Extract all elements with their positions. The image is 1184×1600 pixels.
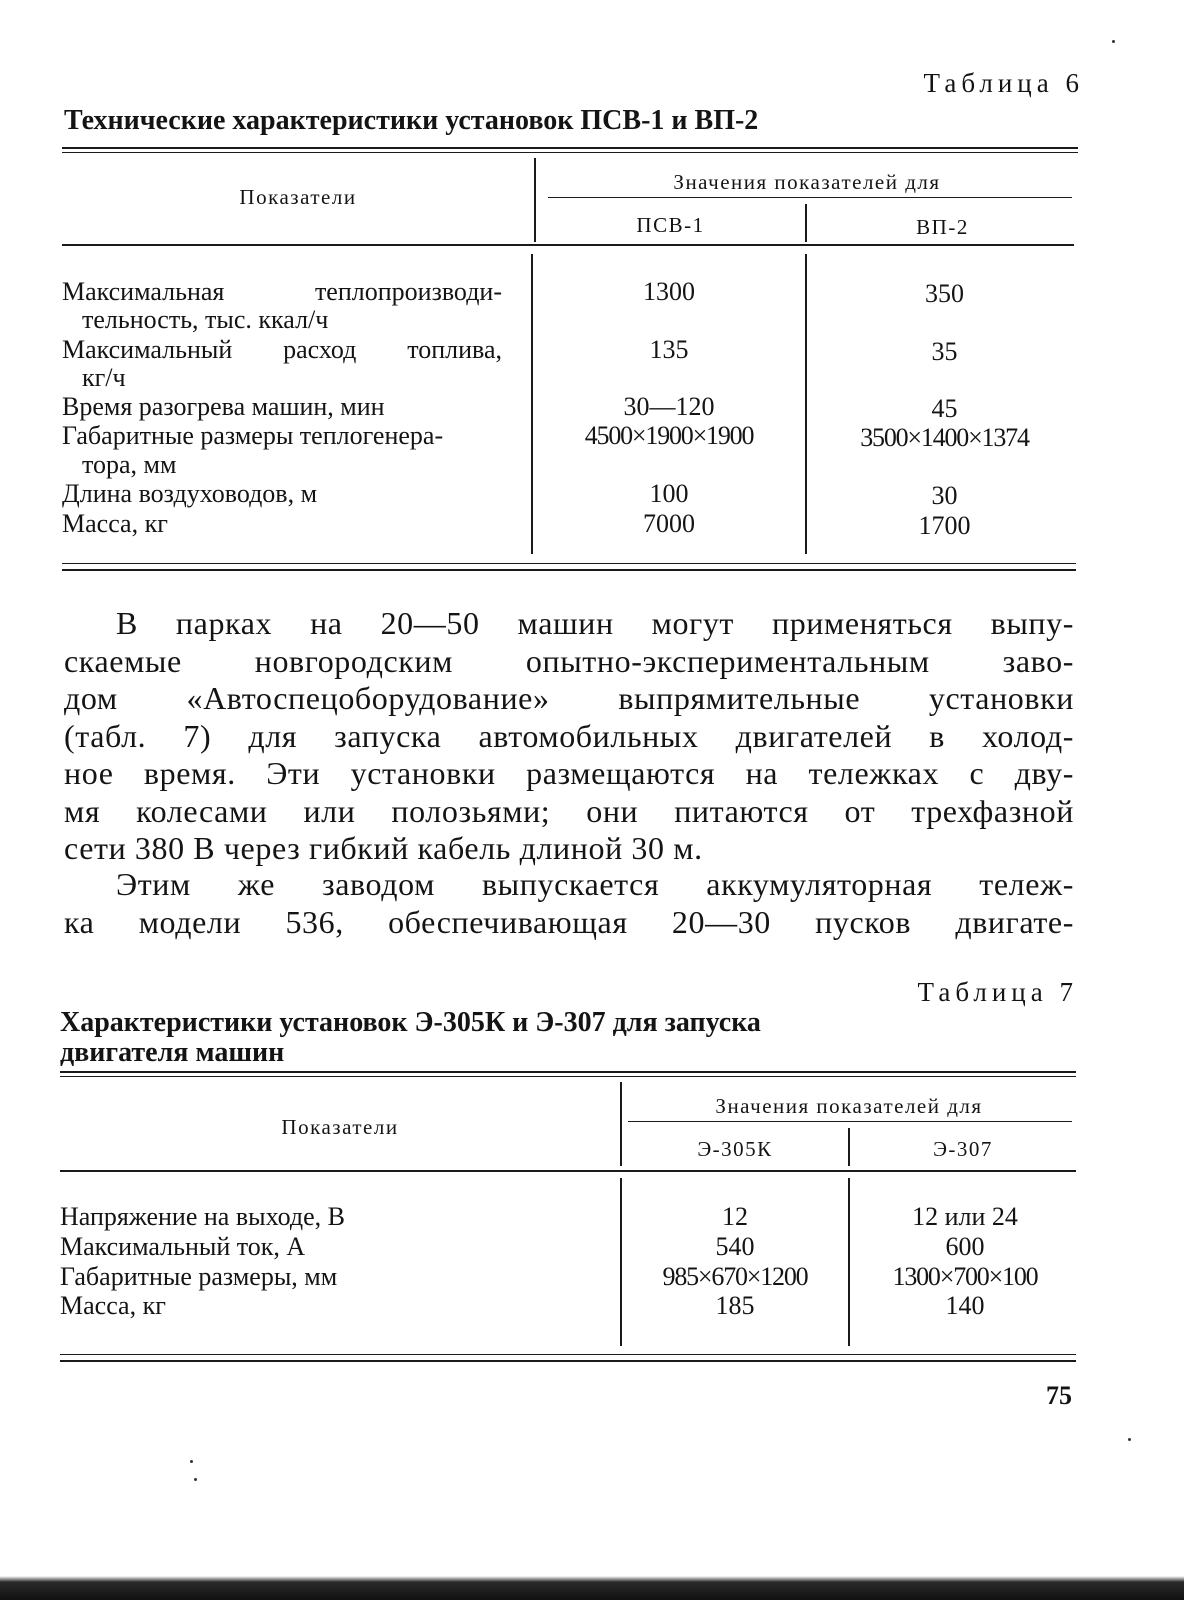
table-cell: 7000 — [643, 509, 695, 538]
table-cell: 1700 — [918, 511, 971, 540]
table-row-label: Максимальный ток, А — [60, 1232, 306, 1261]
scan-speck — [190, 1460, 193, 1463]
body-paragraph-1: В парках на 20—50 машин могут применяться выпу- скаемые новгородским опытно-экспериментальным заво- дом «Автоспецоборудование» выпрямительные установки (табл. 7) для запуска автомобильных двигателей в холод- ное время. Эти установки размещаются на тележках с дву- мя колесами или полозьями; они питаются от трехфазной сети 380 В через гибкий кабель длиной 30 м. — [64, 605, 1074, 866]
page-number: 75 — [1046, 1381, 1072, 1410]
table6-top-rule-inner — [62, 152, 1078, 153]
table6-header-subrule — [548, 197, 1072, 198]
table7-bottom-rule-outer — [60, 1360, 1076, 1362]
table7-header-values-for: Значения показателей для — [715, 1094, 983, 1118]
table6-bottom-rule — [62, 563, 1076, 564]
scan-edge-shadow — [0, 1560, 1184, 1600]
table-cell: 45 — [931, 394, 958, 423]
table6-header-bottom-rule — [62, 244, 1074, 246]
table-cell: 100 — [649, 479, 689, 508]
table-cell: 1300×700×100 — [892, 1262, 1038, 1291]
table-cell: 12 — [722, 1202, 748, 1231]
table-cell: 4500×1900×1900 — [584, 421, 754, 450]
table6-header-col1: ПСВ-1 — [636, 213, 705, 237]
table6-title: Технические характеристики установок ПСВ-1 и ВП-2 — [64, 105, 759, 136]
table-cell: 185 — [715, 1291, 755, 1320]
table7-top-rule — [60, 1071, 1076, 1073]
table6-header-indicators: Показатели — [239, 185, 357, 209]
table-row-label: Габаритные размеры, мм — [60, 1262, 338, 1291]
table-row-label: Максимальная теплопроизводи- — [62, 277, 502, 306]
table-cell: 985×670×1200 — [662, 1262, 808, 1291]
table7-header-bottom-rule — [60, 1170, 1076, 1172]
body-paragraph-2: Этим же заводом выпускается аккумуляторная тележ- ка модели 536, обеспечивающая 20—30 пусков двигате- — [64, 866, 1074, 940]
table-row-label: Масса, кг — [62, 509, 168, 538]
table-cell: 30 — [931, 481, 958, 510]
table-cell: 540 — [715, 1232, 755, 1261]
table-cell: 135 — [649, 335, 689, 364]
table-cell: 3500×1400×1374 — [860, 423, 1029, 452]
table-row-label-cont: кг/ч — [82, 363, 126, 392]
table7-header-subrule — [628, 1121, 1072, 1122]
table6-header-values-for: Значения показателей для — [673, 170, 941, 194]
table-row-label: Максимальный расход топлива, — [62, 335, 502, 364]
table6-number: Таблица 6 — [923, 68, 1084, 98]
table-cell: 30—120 — [623, 392, 715, 421]
scan-speck — [194, 1478, 197, 1481]
scan-speck — [1112, 40, 1115, 43]
table-row-label: Время разогрева машин, мин — [62, 392, 385, 421]
table7-top-rule-inner — [60, 1076, 1076, 1077]
table-cell: 350 — [925, 279, 964, 308]
table-row-label: Масса, кг — [60, 1291, 166, 1320]
table-cell: 35 — [931, 337, 958, 366]
table6-header-col2: ВП-2 — [916, 215, 969, 239]
table-cell: 12 или 24 — [912, 1202, 1018, 1231]
table6-bottom-rule-outer — [62, 569, 1076, 571]
table7-bottom-rule — [60, 1354, 1076, 1355]
table7-header-col1: Э-305К — [697, 1137, 773, 1161]
table-cell: 140 — [945, 1291, 985, 1320]
table6-top-rule — [62, 147, 1078, 149]
table7-header-col2: Э-307 — [933, 1137, 993, 1161]
table-row-label: Длина воздуховодов, м — [62, 479, 318, 508]
table7-title: Характеристики установок Э-305К и Э-307 для запуска двигателя машин — [60, 1007, 761, 1068]
table-row-label-cont: тора, мм — [82, 450, 177, 479]
table-row-label: Напряжение на выходе, В — [60, 1202, 345, 1231]
table7-header-indicators: Показатели — [281, 1115, 399, 1139]
table-cell: 1300 — [643, 277, 695, 306]
table-row-label: Габаритные размеры теплогенера- — [62, 421, 444, 450]
table7-number: Таблица 7 — [917, 977, 1078, 1007]
table-cell: 600 — [945, 1232, 985, 1261]
table-row-label-cont: тельность, тыс. ккал/ч — [82, 305, 329, 334]
scan-speck — [1128, 1438, 1131, 1441]
